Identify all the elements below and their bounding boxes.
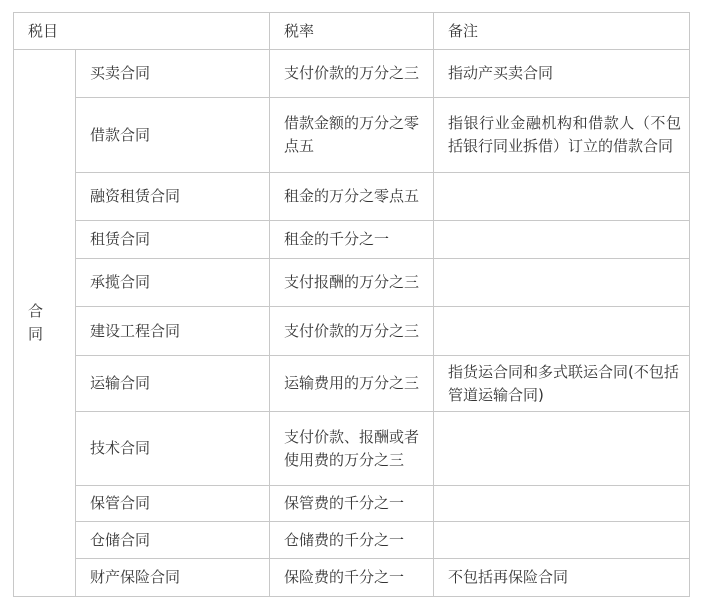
item-rate: 支付价款的万分之三 xyxy=(270,50,434,98)
item-note xyxy=(434,486,690,522)
item-rate: 仓储费的千分之一 xyxy=(270,522,434,559)
item-name: 运输合同 xyxy=(76,356,270,412)
table-row xyxy=(14,486,690,522)
item-name: 建设工程合同 xyxy=(76,307,270,356)
table-row xyxy=(14,50,690,98)
item-note: 指动产买卖合同 xyxy=(434,50,690,98)
item-note xyxy=(434,259,690,307)
header-note: 备注 xyxy=(434,13,690,50)
table-row xyxy=(14,307,690,356)
item-name: 财产保险合同 xyxy=(76,559,270,597)
item-rate: 支付价款的万分之三 xyxy=(270,307,434,356)
header-rate: 税率 xyxy=(270,13,434,50)
item-rate: 运输费用的万分之三 xyxy=(270,356,434,412)
item-rate: 保管费的千分之一 xyxy=(270,486,434,522)
item-note: 指货运合同和多式联运合同(不包括管道运输合同) xyxy=(434,356,690,412)
group-label: 合同 xyxy=(28,302,44,343)
item-rate: 支付报酬的万分之三 xyxy=(270,259,434,307)
item-note xyxy=(434,522,690,559)
item-name: 借款合同 xyxy=(76,98,270,173)
table-row xyxy=(14,356,690,412)
table-row xyxy=(14,522,690,559)
item-note: 不包括再保险合同 xyxy=(434,559,690,597)
table-row xyxy=(14,259,690,307)
group-cell-contract xyxy=(14,50,76,597)
item-name: 租赁合同 xyxy=(76,221,270,259)
item-note xyxy=(434,173,690,221)
item-rate: 支付价款、报酬或者使用费的万分之三 xyxy=(270,412,434,486)
item-name: 保管合同 xyxy=(76,486,270,522)
item-name: 承揽合同 xyxy=(76,259,270,307)
header-item: 税目 xyxy=(14,13,270,50)
item-note: 指银行业金融机构和借款人（不包括银行同业拆借）订立的借款合同 xyxy=(434,98,690,173)
item-rate: 租金的千分之一 xyxy=(270,221,434,259)
table-header-row xyxy=(14,13,690,50)
item-rate: 租金的万分之零点五 xyxy=(270,173,434,221)
table-row xyxy=(14,221,690,259)
stamp-tax-table xyxy=(13,12,690,597)
item-name: 技术合同 xyxy=(76,412,270,486)
item-rate: 保险费的千分之一 xyxy=(270,559,434,597)
table-row xyxy=(14,98,690,173)
item-note xyxy=(434,307,690,356)
item-note xyxy=(434,412,690,486)
item-name: 买卖合同 xyxy=(76,50,270,98)
table-row xyxy=(14,412,690,486)
item-name: 融资租赁合同 xyxy=(76,173,270,221)
item-note xyxy=(434,221,690,259)
table-row xyxy=(14,559,690,597)
item-name: 仓储合同 xyxy=(76,522,270,559)
item-rate: 借款金额的万分之零点五 xyxy=(270,98,434,173)
table-row xyxy=(14,173,690,221)
